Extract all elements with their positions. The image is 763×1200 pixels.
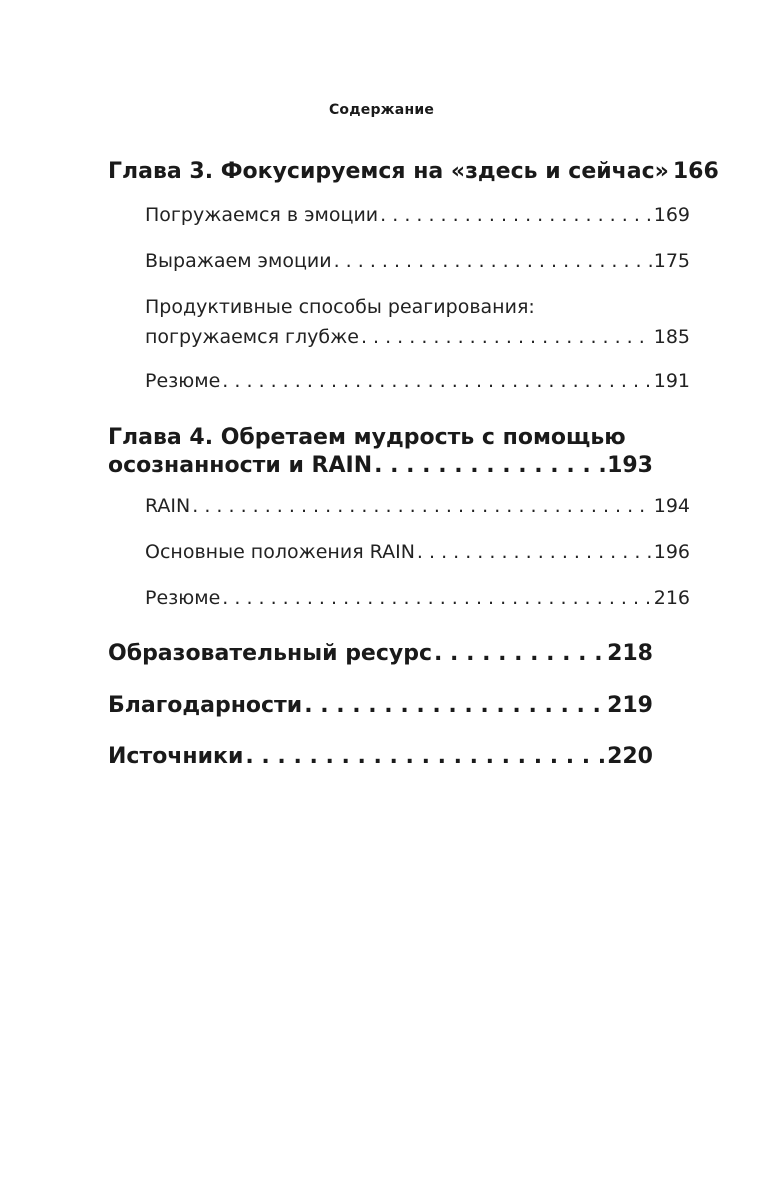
- toc-entry-title-line1: Продуктивные способы реагирования:: [145, 296, 535, 318]
- toc-entry-page: 169: [653, 204, 690, 226]
- leader-dots: [192, 491, 651, 521]
- leader-dots: [245, 743, 605, 771]
- leader-dots: [380, 200, 652, 230]
- toc-sources[interactable]: [108, 743, 653, 771]
- toc-item-rain[interactable]: [108, 491, 690, 521]
- leader-dots: [334, 246, 652, 276]
- toc-entry-title-line2: осознанности и RAIN: [108, 453, 373, 478]
- toc-entry-page: 220: [607, 744, 653, 769]
- toc-entry-page: 185: [653, 326, 690, 348]
- toc-educational-resource[interactable]: [108, 640, 653, 668]
- toc-entry-title: Благодарности: [108, 693, 303, 718]
- leader-dots: [222, 366, 651, 396]
- toc-chapter-3[interactable]: [108, 158, 719, 186]
- toc-entry-page: 166: [672, 159, 719, 184]
- toc-item-productive-responses[interactable]: [108, 292, 690, 352]
- leader-dots: [222, 583, 651, 613]
- toc-item-summary-ch3[interactable]: [108, 366, 690, 396]
- toc-entry-page: 216: [653, 587, 690, 609]
- toc-entry-title: Резюме: [145, 587, 221, 609]
- leader-dots: [417, 537, 652, 567]
- toc-entry-title: Источники: [108, 744, 244, 769]
- toc-entry-page: 196: [653, 541, 690, 563]
- toc-entry-page: 193: [607, 453, 653, 478]
- toc-entry-title: Погружаемся в эмоции: [145, 204, 379, 226]
- toc-entry-page: 175: [653, 250, 690, 272]
- leader-dots: [374, 452, 605, 480]
- toc-entry-title-line1: Глава 4. Обретаем мудрость с помощью: [108, 425, 626, 450]
- toc-item-expressing-emotions[interactable]: [108, 246, 690, 276]
- running-head: Содержание: [328, 102, 435, 118]
- toc-entry-page: 191: [653, 370, 690, 392]
- toc-entry-title: Выражаем эмоции: [145, 250, 332, 272]
- toc-item-emotions-immersion[interactable]: [108, 200, 690, 230]
- toc-entry-page: 219: [607, 693, 653, 718]
- toc-entry-title: RAIN: [145, 495, 191, 517]
- leader-dots: [361, 322, 652, 352]
- toc-entry-title: Резюме: [145, 370, 221, 392]
- toc-entry-title: Основные положения RAIN: [145, 541, 415, 563]
- toc-item-rain-basics[interactable]: [108, 537, 690, 567]
- leader-dots: [434, 640, 605, 668]
- toc-entry-title: Глава 3. Фокусируемся на «здесь и сейчас»: [108, 159, 669, 184]
- toc-chapter-4[interactable]: [108, 424, 653, 480]
- toc-entry-page: 218: [607, 641, 653, 666]
- toc-acknowledgements[interactable]: [108, 692, 653, 720]
- toc-entry-title: Образовательный ресурс: [108, 641, 433, 666]
- leader-dots: [304, 692, 605, 720]
- toc-entry-title-line2: погружаемся глубже: [145, 326, 359, 348]
- toc-item-summary-ch4[interactable]: [108, 583, 690, 613]
- toc-entry-page: 194: [653, 495, 690, 517]
